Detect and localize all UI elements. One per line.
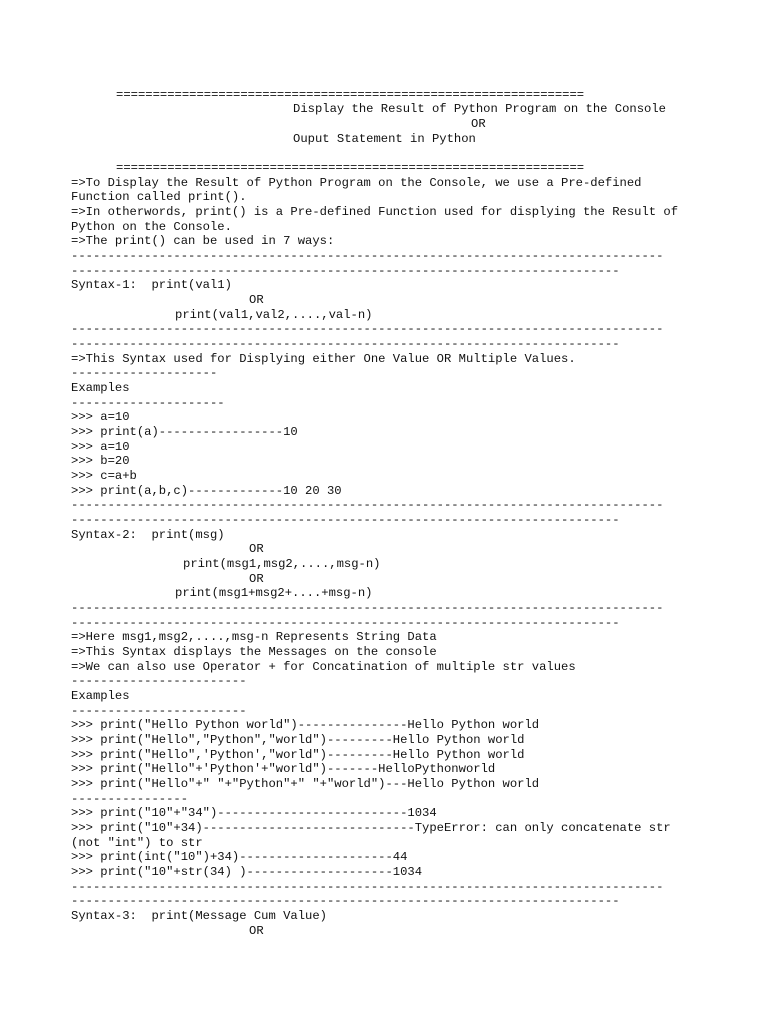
syntax-2-concat: print(msg1+msg2+....+msg-n) (175, 586, 373, 600)
separator-long: --------------------------------------------------------------------------------- (71, 322, 664, 336)
example-line: >>> a=10 (71, 440, 130, 454)
example-line: >>> print("Hello"+" "+"Python"+" "+"world")---Hello Python world (71, 777, 540, 791)
page-subtitle: Ouput Statement in Python (293, 132, 476, 146)
intro-line: =>In otherwords, print() is a Pre-defined Function used for displying the Result of (71, 205, 679, 219)
separator-short: --------------------------------------------------------------------------- (71, 894, 620, 908)
intro-line: =>The print() can be used in 7 ways: (71, 234, 335, 248)
example-line: >>> print(int("10")+34)---------------------44 (71, 850, 408, 864)
example-line: >>> print(a)-----------------10 (71, 425, 298, 439)
example-line: >>> print("Hello Python world")---------------Hello Python world (71, 718, 540, 732)
separator-small: --------------------- (71, 396, 225, 410)
syntax-2-description: =>This Syntax displays the Messages on the console (71, 645, 437, 659)
example-line: >>> b=20 (71, 454, 130, 468)
syntax-2-heading: Syntax-2: print(msg) (71, 528, 225, 542)
syntax-1-or: OR (249, 293, 264, 307)
syntax-2-multi: print(msg1,msg2,....,msg-n) (183, 557, 381, 571)
syntax-3-or: OR (249, 924, 264, 938)
example-line: (not "int") to str (71, 836, 203, 850)
intro-line: Python on the Console. (71, 220, 232, 234)
syntax-2-or: OR (249, 542, 264, 556)
syntax-2-description: =>Here msg1,msg2,....,msg-n Represents String Data (71, 630, 437, 644)
example-line: >>> print("Hello"+'Python'+"world")-------HelloPythonworld (71, 762, 496, 776)
example-line: >>> a=10 (71, 410, 130, 424)
title-or: OR (471, 117, 486, 131)
separator-short: --------------------------------------------------------------------------- (71, 616, 620, 630)
example-line: >>> print("10"+"34")--------------------------1034 (71, 806, 437, 820)
page-title: Display the Result of Python Program on the Console (293, 102, 666, 116)
syntax-2-description: =>We can also use Operator + for Concatination of multiple str values (71, 660, 576, 674)
syntax-3-heading: Syntax-3: print(Message Cum Value) (71, 909, 327, 923)
separator-long: --------------------------------------------------------------------------------- (71, 498, 664, 512)
separator-short: --------------------------------------------------------------------------- (71, 513, 620, 527)
separator-small: ---------------- (71, 792, 189, 806)
header-rule-bottom: ================================================================ (116, 161, 585, 175)
syntax-1-heading: Syntax-1: print(val1) (71, 278, 232, 292)
separator-long: --------------------------------------------------------------------------------- (71, 601, 664, 615)
syntax-1-description: =>This Syntax used for Displying either One Value OR Multiple Values. (71, 352, 576, 366)
example-line: >>> print("10"+str(34) )--------------------1034 (71, 865, 423, 879)
example-line: >>> print("10"+34)-----------------------------TypeError: can only concatenate str (71, 821, 671, 835)
syntax-2-or: OR (249, 572, 264, 586)
example-line: >>> print("Hello","Python","world")---------Hello Python world (71, 733, 525, 747)
separator-long: --------------------------------------------------------------------------------- (71, 249, 664, 263)
separator-short: --------------------------------------------------------------------------- (71, 337, 620, 351)
examples-label: Examples (71, 381, 130, 395)
separator-small: -------------------- (71, 366, 218, 380)
separator-small: ------------------------ (71, 674, 247, 688)
syntax-1-multi: print(val1,val2,....,val-n) (175, 308, 373, 322)
examples-label: Examples (71, 689, 130, 703)
intro-line: =>To Display the Result of Python Program on the Console, we use a Pre-defined (71, 176, 642, 190)
header-rule-top: ================================================================ (116, 88, 585, 102)
separator-short: --------------------------------------------------------------------------- (71, 264, 620, 278)
example-line: >>> c=a+b (71, 469, 137, 483)
example-line: >>> print(a,b,c)-------------10 20 30 (71, 484, 342, 498)
separator-small: ------------------------ (71, 704, 247, 718)
separator-long: --------------------------------------------------------------------------------- (71, 880, 664, 894)
intro-line: Function called print(). (71, 190, 247, 204)
example-line: >>> print("Hello",'Python',"world")---------Hello Python world (71, 748, 525, 762)
